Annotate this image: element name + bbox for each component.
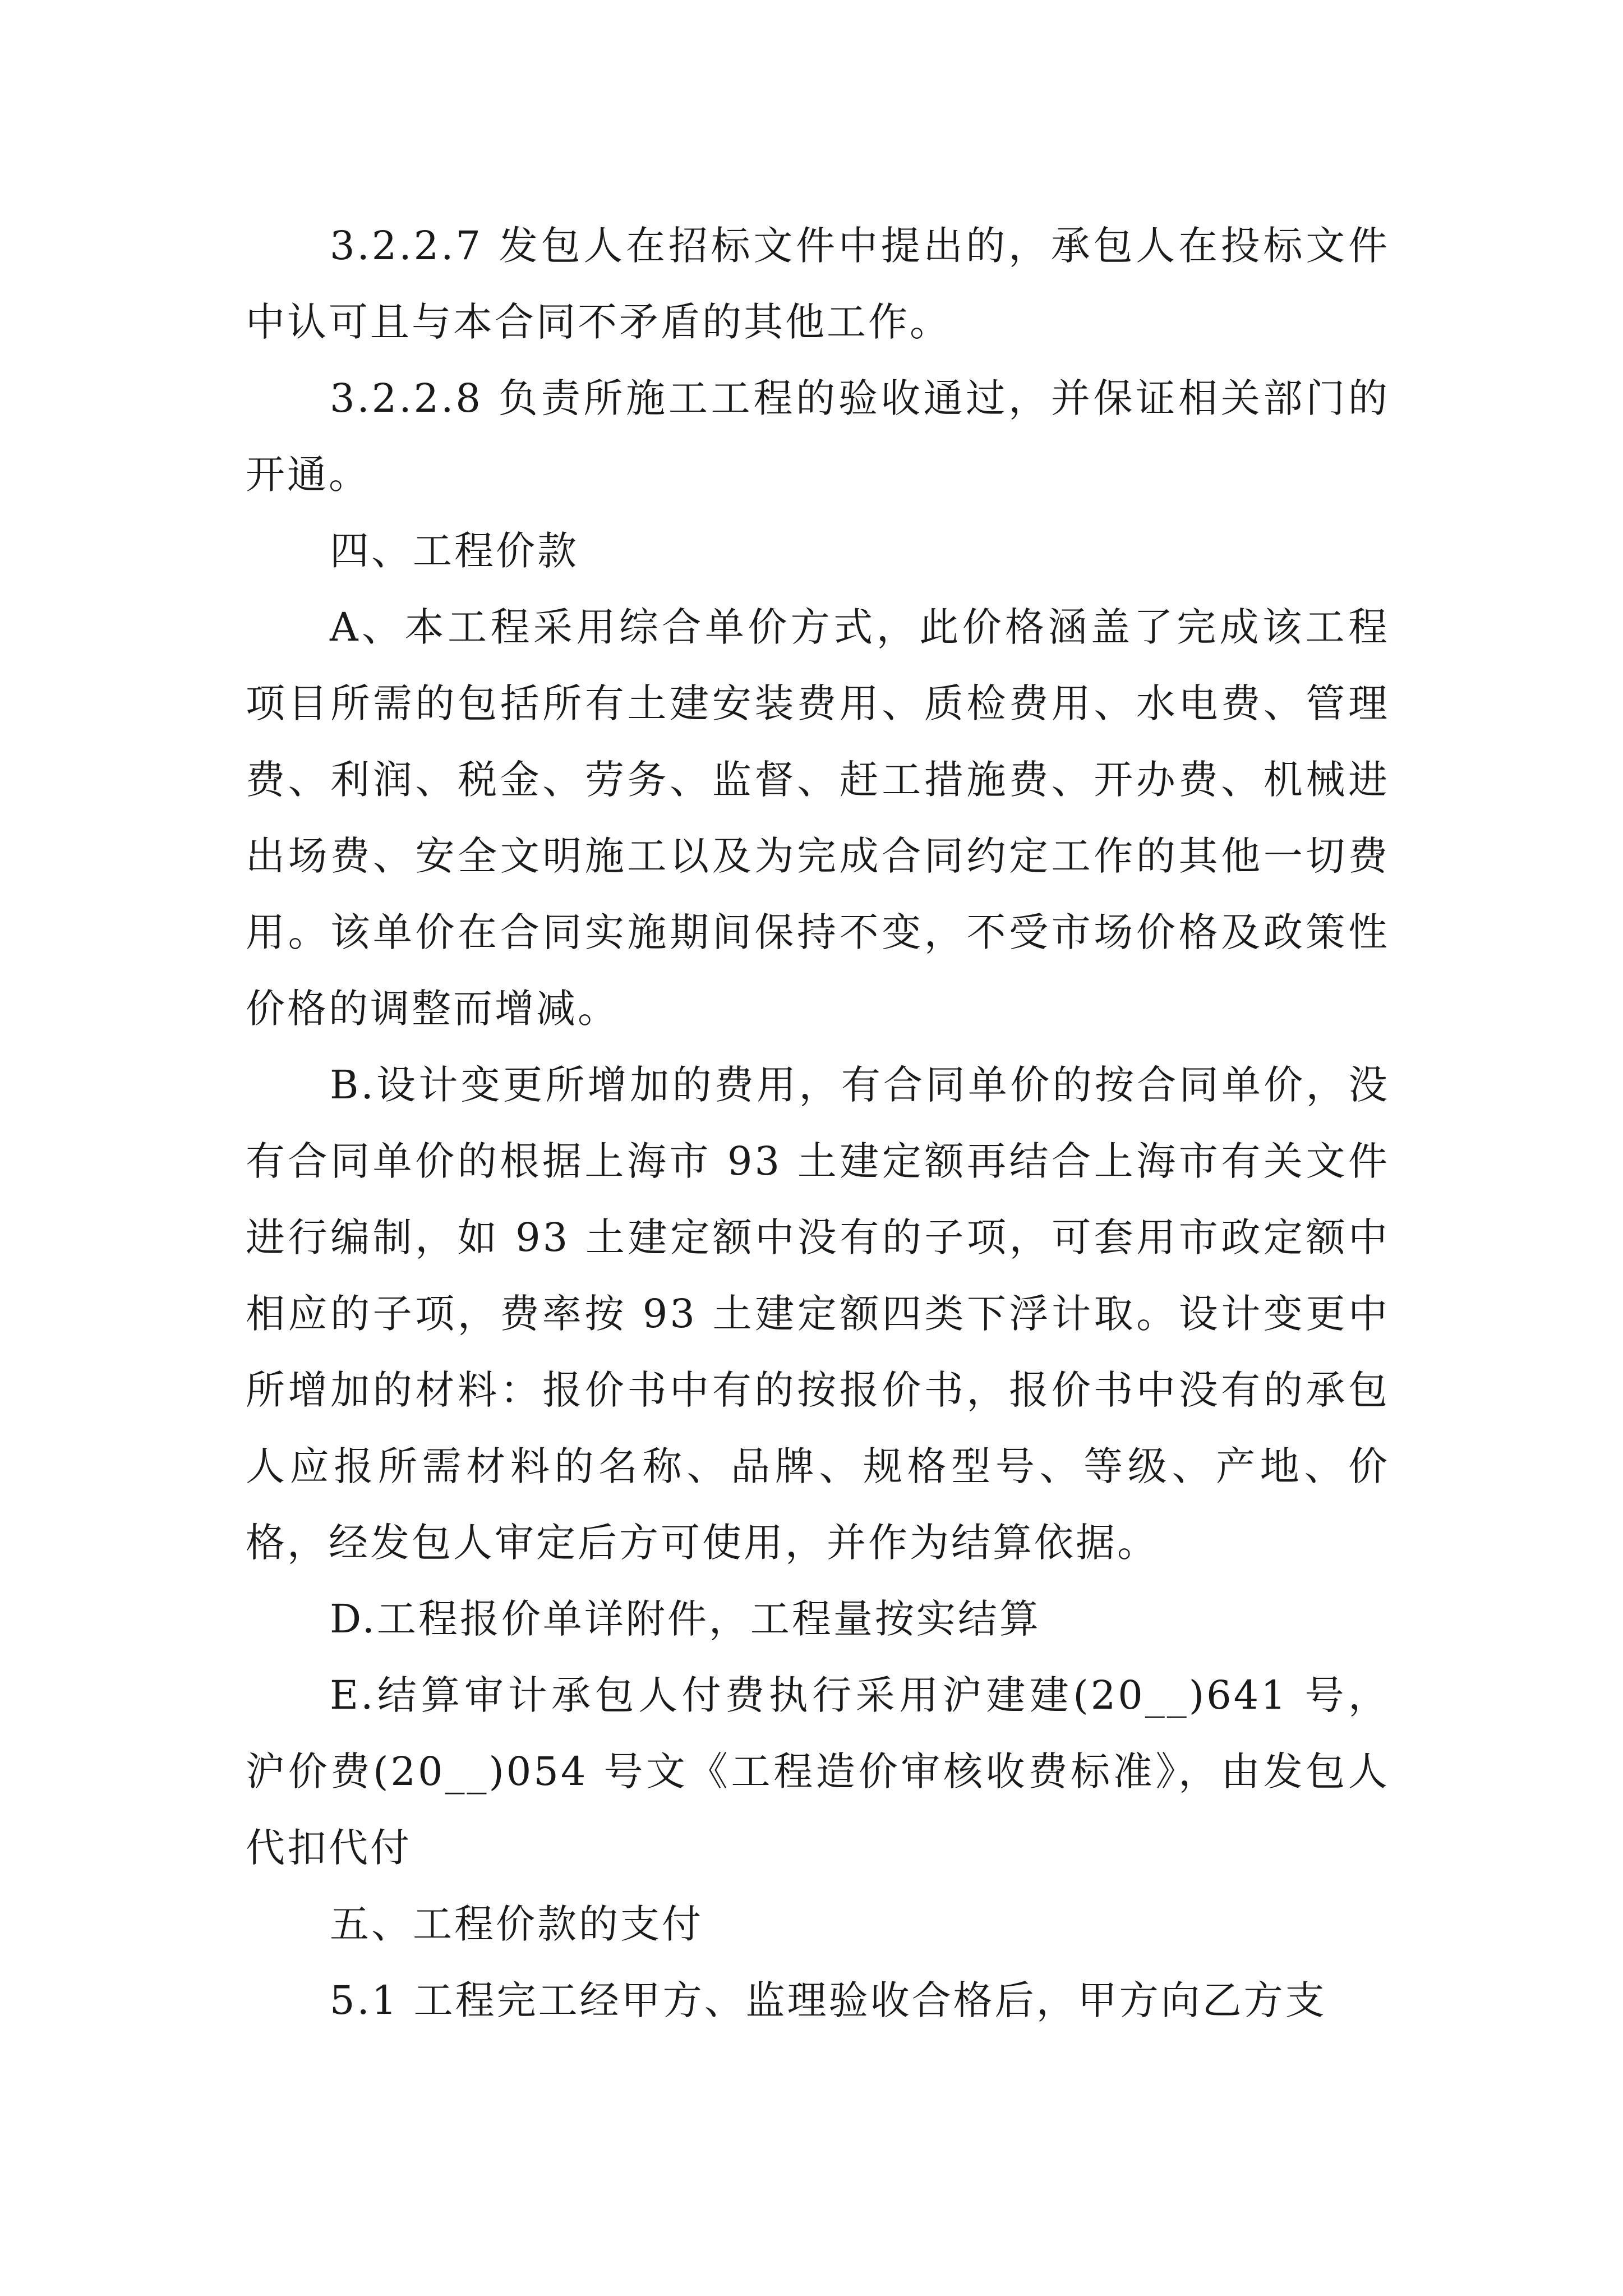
paragraph-3-2-2-8: 3.2.2.8 负责所施工工程的验收通过，并保证相关部门的开通。 bbox=[246, 375, 1390, 498]
document-body bbox=[246, 208, 1390, 2039]
paragraph-e-audit-fee: E.结算审计承包人付费执行采用沪建建(20__)641 号，沪价费(20__)054 号文《工程造价审核收费标准》，由发包人代扣代付 bbox=[246, 1672, 1390, 1871]
section-heading-price: 四、工程价款 bbox=[330, 528, 579, 574]
paragraph-b-design-change: B.设计变更所增加的费用，有合同单价的按合同单价，没有合同单价的根据上海市 93 土建定额再结合上海市有关文件进行编制，如 93 土建定额中没有的子项，可套用市政定额中相应的子项，费率按 93 土建定额四类下浮计取。设计变更中所增加的材料：报价书中有的按报价书，报价书中没有的承包人应报所需材料的名称、品牌、规格型号、等级、产地、价格，经发包人审定后方可使用，并作为结算依据。 bbox=[246, 1062, 1390, 1566]
paragraph-3-2-2-7: 3.2.2.7 发包人在招标文件中提出的，承包人在投标文件中认可且与本合同不矛盾的其他工作。 bbox=[246, 223, 1390, 345]
section-heading-payment: 五、工程价款的支付 bbox=[330, 1901, 703, 1947]
paragraph-d-quotation: D.工程报价单详附件，工程量按实结算 bbox=[330, 1596, 1041, 1642]
paragraph-a-unit-price: A、本工程采用综合单价方式，此价格涵盖了完成该工程项目所需的包括所有土建安装费用、质检费用、水电费、管理费、利润、税金、劳务、监督、赶工措施费、开办费、机械进出场费、安全文明施工以及为完成合同约定工作的其他一切费用。该单价在合同实施期间保持不变，不受市场价格及政策性价格的调整而增减。 bbox=[246, 604, 1390, 1032]
paragraph-5-1: 5.1 工程完工经甲方、监理验收合格后，甲方向乙方支 bbox=[330, 1977, 1327, 2023]
